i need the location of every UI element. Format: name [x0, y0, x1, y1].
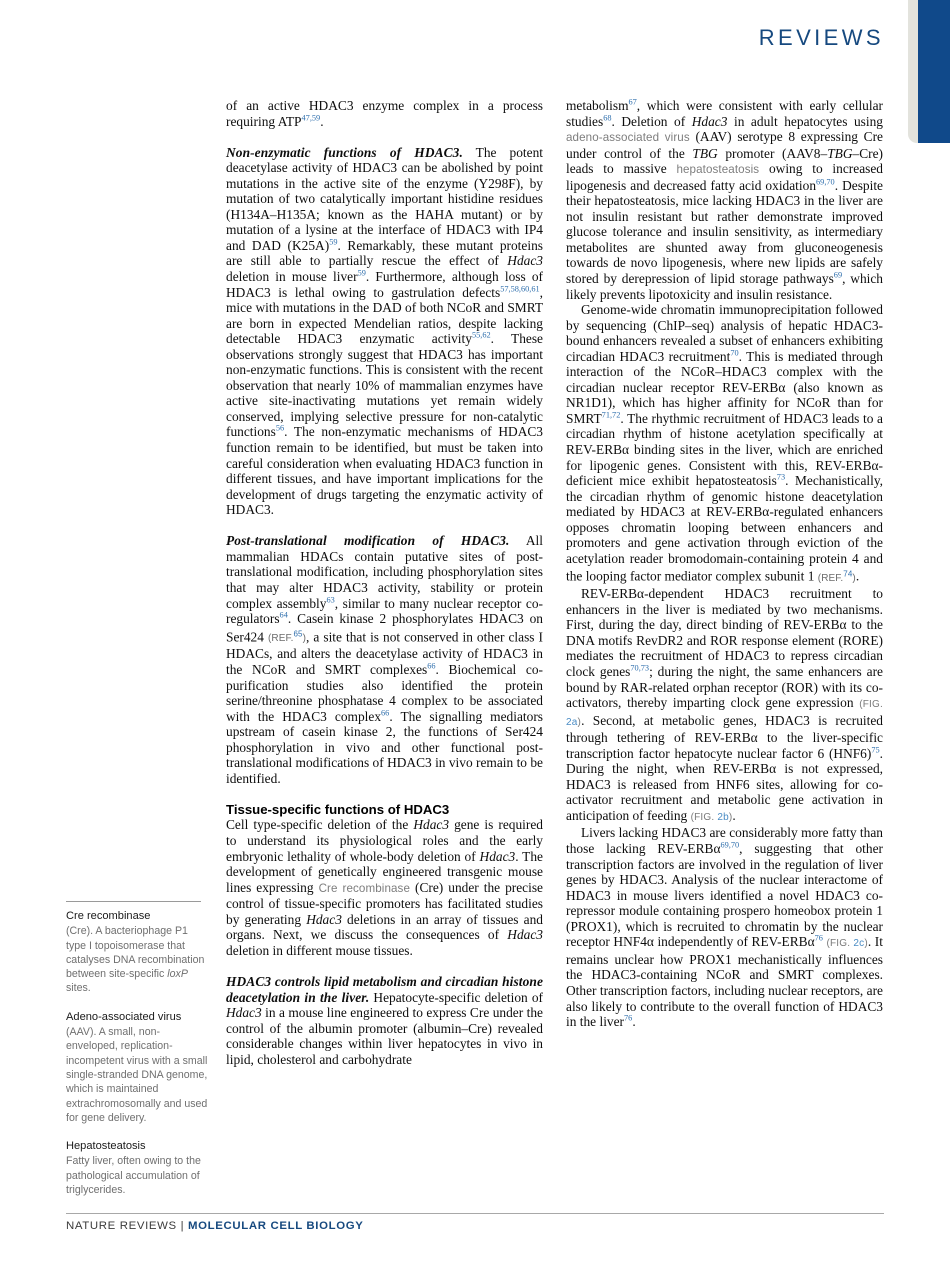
paragraph-text: , which likely prevents lipotoxicity and insulin resistance.	[566, 271, 884, 302]
reference-superscript[interactable]: 76	[814, 933, 823, 943]
paragraph-text: . The development of genetically engineered transgenic mouse lines expressing	[226, 848, 543, 895]
figref-close: )	[728, 811, 733, 823]
gene-name-italic: Hdac3	[306, 911, 342, 927]
reference-superscript[interactable]: 76	[624, 1013, 633, 1023]
reference-superscript[interactable]: 75	[871, 745, 880, 755]
running-head-reviews: REVIEWS	[758, 25, 884, 50]
paragraph-text: Hepatocyte-specific deletion of	[369, 989, 543, 1005]
paragraph-text: owing to increased lipogenesis and decreased fatty acid oxidation	[566, 161, 883, 193]
reference-superscript[interactable]: 59	[357, 268, 366, 278]
figref-label: (FIG.	[690, 811, 715, 823]
paragraph-text: –Cre) leads to massive	[566, 145, 883, 177]
reference-superscript[interactable]: 68	[603, 113, 612, 123]
reference-superscript[interactable]: 47,59	[301, 113, 321, 123]
gene-name-italic: TBG	[692, 145, 718, 161]
footer-journal-title: MOLECULAR CELL BIOLOGY	[188, 1220, 364, 1232]
paragraph-text: . During the night, when REV-ERBα is not expressed, HDAC3 is released from HNF6 sites, allowing for co-activator recruitment and metabolic gene activation in anticipation of feeding	[566, 745, 883, 823]
paragraph-text: . This is mediated through interaction of the NCoR–HDAC3 complex with the circadian nuclear receptor REV-ERBα (also known as NR1D1), which has higher affinity for NCoR than for SMRT	[566, 348, 883, 426]
paragraph-text: . Second, at metabolic genes, HDAC3 is recruited through tethering of REV-ERBα to the liver-specific transcription factor hepatocyte nuclear factor 6 (HNF6)	[566, 712, 883, 761]
left-text-column	[226, 98, 543, 1067]
paragraph-text: . It remains unclear how PROX1 mechanistically influences the HDAC3-containing NCoR and SMRT complexes. Other transcription factors, including nuclear receptors, are also likely to contribute to the overall function of HDAC3 in the liver	[566, 934, 883, 1030]
gene-name-italic: Hdac3	[479, 848, 516, 864]
refcite-close: )	[302, 632, 307, 644]
reference-superscript[interactable]: 73	[776, 472, 786, 482]
paragraph-text: , mice with mutations in the DAD of both NCoR and SMRT are born in expected Mendelian ratios, despite lacking detectable HDAC3 enzymatic activity	[226, 284, 543, 347]
figref-label: (FIG.	[859, 699, 883, 711]
figref-close: )	[864, 938, 868, 950]
paragraph-text: of an active HDAC3 enzyme complex in a process requiring ATP	[226, 98, 543, 129]
glossary-divider	[66, 901, 201, 902]
reference-superscript[interactable]: 56	[275, 424, 285, 434]
glossary-link-cre-recombinase[interactable]: Cre recombinase	[318, 881, 410, 895]
section-heading-tissue-specific: Tissue-specific functions of HDAC3	[226, 801, 450, 817]
paragraph-text: Cell type-specific deletion of the	[226, 817, 414, 833]
figref-close: )	[577, 716, 582, 728]
paragraph-text: . Biochemical co-purification studies also identified the protein serine/threonine phosphatase 4 complex to be associated with the HDAC3 complex	[226, 662, 543, 724]
paragraph-text: in a mouse line engineered to express Cre under the control of the albumin promoter (albumin–Cre) revealed considerable changes within liver hepatocytes in vivo in lipid, cholesterol and carbohydrate	[226, 1005, 543, 1067]
reference-superscript[interactable]: 55,62	[471, 330, 491, 340]
glossary-definition-italic: loxP	[167, 968, 188, 981]
gene-name-italic: Hdac3	[413, 817, 450, 833]
paragraph-text: . The rhythmic recruitment of HDAC3 leads to a circadian rhythm of histone acetylation specifically at REV-ERBα binding sites in the liver, which are enriched for lipogenic genes. Consistent with this, REV-ERBα-deficient mice exhibit hepatosteatosis	[566, 410, 883, 489]
glossary-definition-text: (Cre). A bacteriophage P1 type I topoisomerase that catalyses DNA recombination between site-specific	[66, 925, 205, 981]
page-edge-tab	[908, 0, 950, 143]
reference-superscript[interactable]: 63	[326, 595, 335, 605]
figref-label: (FIG.	[826, 938, 851, 950]
paragraph-text: , suggesting that other transcription factors are involved in the regulation of liver genes by HDAC3. Analysis of the nuclear interactome of HDAC3 in mouse livers identified a novel HDAC3 co-repressor module containing prospero homeobox protein 1 (PROX1), which is recruited to chromatin by the nuclear receptor HNF4α independently of REV-ERBα	[566, 841, 883, 950]
paragraph-text: .	[320, 113, 324, 129]
glossary-entry-hepatosteatosis	[66, 1139, 209, 1197]
paragraph-text: .	[632, 1014, 636, 1030]
paragraph-metabolism-continuation	[566, 98, 883, 302]
figure-reference-2b[interactable]	[691, 812, 733, 823]
footer-divider	[66, 1213, 884, 1214]
gene-name-italic: Hdac3	[507, 927, 543, 943]
paragraph-text: . Deletion of	[611, 113, 692, 129]
gene-name-italic: Hdac3	[691, 113, 728, 129]
paragraph-text: . The non-enzymatic mechanisms of HDAC3 function remain to be identified, but must be taken into careful consideration when evaluating HDAC3 function in different tissues, and have important implications for the development of drugs targeting the enzymatic activity of HDAC3.	[226, 424, 543, 518]
reference-superscript[interactable]: 67	[628, 97, 637, 107]
paragraph-livers-lacking-hdac3	[566, 825, 883, 1029]
paragraph-text: All mammalian HDACs contain putative sites of post-translational modification, including phosphorylation sites that may alter HDAC3 activity, stability or protein complex assembly	[226, 533, 543, 611]
paragraph-text: (AAV) serotype 8 expressing Cre under control of the	[566, 129, 883, 161]
paragraph-genome-wide-chip	[566, 302, 883, 586]
paragraph-text: .	[855, 568, 860, 584]
edge-tab-grey-stripe	[908, 0, 918, 143]
paragraph-text: , similar to many nuclear receptor co-regulators	[226, 595, 543, 627]
paragraph-text: . The signalling mediators upstream of casein kinase 2, the functions of Ser424 phosphorylation in vivo and other functional post-translational modifications of HDAC3 in vivo remain to be identified.	[226, 708, 543, 786]
footer-publisher: NATURE REVIEWS	[66, 1220, 177, 1232]
paragraph-text: , a site that is not conserved in other class I HDACs, and alters the deacetylase activity of HDAC3 in the NCoR and SMRT complexes	[226, 628, 543, 678]
reference-superscript[interactable]: 71,72	[601, 410, 621, 420]
glossary-definition-text: sites.	[66, 982, 91, 995]
paragraph-hdac3-lipid-metabolism	[226, 974, 543, 1067]
refcite-label: (REF.	[817, 572, 844, 584]
right-text-column	[566, 98, 883, 1030]
refcite-label: (REF.	[267, 632, 294, 644]
paragraph-text: gene is required to understand its physiological roles and the early embryonic lethality of whole-body deletion of	[226, 817, 543, 864]
reference-superscript[interactable]: 70	[730, 348, 739, 358]
glossary-entry-cre-recombinase	[66, 909, 209, 996]
reference-superscript[interactable]: 66	[381, 708, 390, 718]
reference-superscript[interactable]: 59	[329, 237, 338, 247]
glossary-definition: Fatty liver, often owing to the pathological accumulation of triglycerides.	[66, 1155, 201, 1197]
reference-superscript[interactable]: 66	[427, 661, 436, 671]
paragraph-text: . Casein kinase 2 phosphorylates HDAC3 on Ser424	[226, 611, 543, 644]
reference-superscript[interactable]: 69,70	[816, 177, 835, 187]
paragraph-non-enzymatic-functions	[226, 145, 543, 518]
paragraph-text: deletions in an array of tissues and organs. Next, we discuss the consequences of	[226, 911, 543, 943]
reference-superscript[interactable]: 69,70	[720, 840, 740, 850]
figref-number: 2a	[566, 716, 578, 728]
glossary-definition	[66, 924, 209, 995]
reference-citation-inline[interactable]	[817, 569, 856, 584]
reference-citation-inline[interactable]	[267, 629, 307, 644]
figref-number: 2c	[853, 938, 865, 950]
paragraph-text: Livers lacking HDAC3 are considerably more fatty than those lacking REV-ERBα	[566, 825, 883, 857]
paragraph-text: . Mechanistically, the circadian rhythm of genomic histone deacetylation mediated by HDAC3 at REV-ERBα-regulated enhancers opposes chromatin looping between enhancers and promoters and gene activation through eviction of the acetylation reader bromodomain-containing protein 4 and the looping factor mediator complex subunit 1	[566, 473, 883, 584]
glossary-link-hepatosteatosis[interactable]: hepatosteatosis	[676, 163, 760, 177]
gene-name-italic: TBG	[827, 145, 853, 161]
refcite-number: 74	[843, 569, 853, 579]
figure-reference-2c[interactable]	[826, 938, 867, 949]
glossary-term: Cre recombinase	[66, 910, 151, 922]
run-in-heading-hdac3-lipid: HDAC3 controls lipid metabolism and circadian histone deacetylation in the liver.	[226, 973, 543, 1005]
paragraph-text: metabolism	[566, 98, 629, 113]
paragraph-text: Genome-wide chromatin immunoprecipitation followed by sequencing (ChIP–seq) analysis of hepatic HDAC3-bound enhancers revealed a subset of enhancers exhibiting circadian HDAC3 recruitment	[566, 302, 883, 364]
paragraph-cell-type-specific	[226, 817, 543, 958]
paragraph-text: . These observations strongly suggest that HDAC3 has important non-enzymatic functions. This is consistent with the recent observation that nearly 10% of mammalian enzymes have active site-inactivating mutations yet remain widely conserved, implying selective pressure for non-catalytic functions	[226, 331, 543, 440]
run-in-heading-post-translational: Post-translational modification of HDAC3.	[226, 533, 510, 549]
reference-superscript[interactable]: 70,73	[630, 663, 650, 673]
gene-name-italic: Hdac3	[507, 253, 543, 269]
paragraph-text: REV-ERBα-dependent HDAC3 recruitment to enhancers in the liver is mediated by two mechanisms. First, during the day, direct binding of REV-ERBα to the DNA motifs RevDR2 and ROR response element (RORE) mediates the recruitment of HDAC3 to repress circadian clock genes	[566, 586, 883, 680]
paragraph-text: . Remarkably, these mutant proteins are still able to partially rescue the effect of	[226, 237, 543, 269]
paragraph-text: . Furthermore, although loss of HDAC3 is lethal owing to gastrulation defects	[226, 269, 544, 300]
paragraph-text: deletion in mouse liver	[226, 269, 358, 285]
edge-tab-blue-block	[918, 0, 950, 143]
paragraph-text: promoter (AAV8–	[717, 145, 828, 161]
refcite-number: 65	[293, 629, 303, 639]
figref-number: 2b	[717, 811, 729, 823]
paragraph-text: .	[732, 807, 736, 823]
gene-name-italic: Hdac3	[226, 1005, 262, 1021]
paragraph-text: . Despite their hepatosteatosis, mice lacking HDAC3 in the liver are not insulin resistant but rather demonstrate improved glucose tolerance and insulin sensitivity, as intermediary metabolites are shunted away from gluconeogenesis towards de novo lipogenesis, where new lipids are safely stored by derepression of lipid storage pathways	[566, 177, 883, 287]
paragraph-post-translational-modification	[226, 533, 543, 786]
glossary-entry-adeno-associated-virus	[66, 1010, 209, 1125]
paragraph-rev-erba-dependent	[566, 586, 883, 825]
paragraph-continuation	[226, 98, 543, 129]
glossary-term: Adeno-associated virus	[66, 1010, 182, 1023]
paragraph-text: deletion in different mouse tissues.	[226, 942, 413, 958]
glossary-term: Hepatosteatosis	[66, 1140, 146, 1153]
glossary-link-adeno-associated-virus[interactable]: adeno-associated virus	[566, 131, 690, 145]
run-in-heading-non-enzymatic: Non-enzymatic functions of HDAC3.	[226, 144, 463, 160]
glossary-sidebar	[66, 901, 209, 1211]
page-footer	[66, 1213, 884, 1232]
reference-superscript[interactable]: 64	[279, 610, 288, 620]
reference-superscript[interactable]: 57,58,60,61	[500, 284, 540, 294]
paragraph-text: in adult hepatocytes using	[727, 113, 884, 129]
paragraph-text: The potent deacetylase activity of HDAC3 can be abolished by point mutations in the active site of the enzyme (Y298F), by mutation of two catalytically important histidine residues (H134A–H135A; known as the HAHA mutant) or by mutation of a lysine at the interface of HDAC3 with IP4 and DAD (K25A)	[226, 144, 543, 253]
footer-separator: |	[176, 1220, 189, 1232]
reference-superscript[interactable]: 69	[833, 270, 843, 280]
footer-text	[66, 1220, 884, 1232]
refcite-close: )	[852, 572, 856, 584]
paragraph-text: ; during the night, the same enhancers are bound by RAR-related orphan receptor (ROR) with its co-activators, thereby imparting clock gene expression	[566, 664, 883, 711]
glossary-definition: (AAV). A small, non-enveloped, replication-incompetent virus with a small single-stranded DNA genome, which is maintained extrachromosomally and used for gene delivery.	[66, 1026, 208, 1124]
paragraph-text: , which were consistent with early cellular studies	[566, 98, 883, 129]
paragraph-text: (Cre) under the precise control of tissue-specific promoters has facilitated studies by generating	[226, 879, 543, 927]
